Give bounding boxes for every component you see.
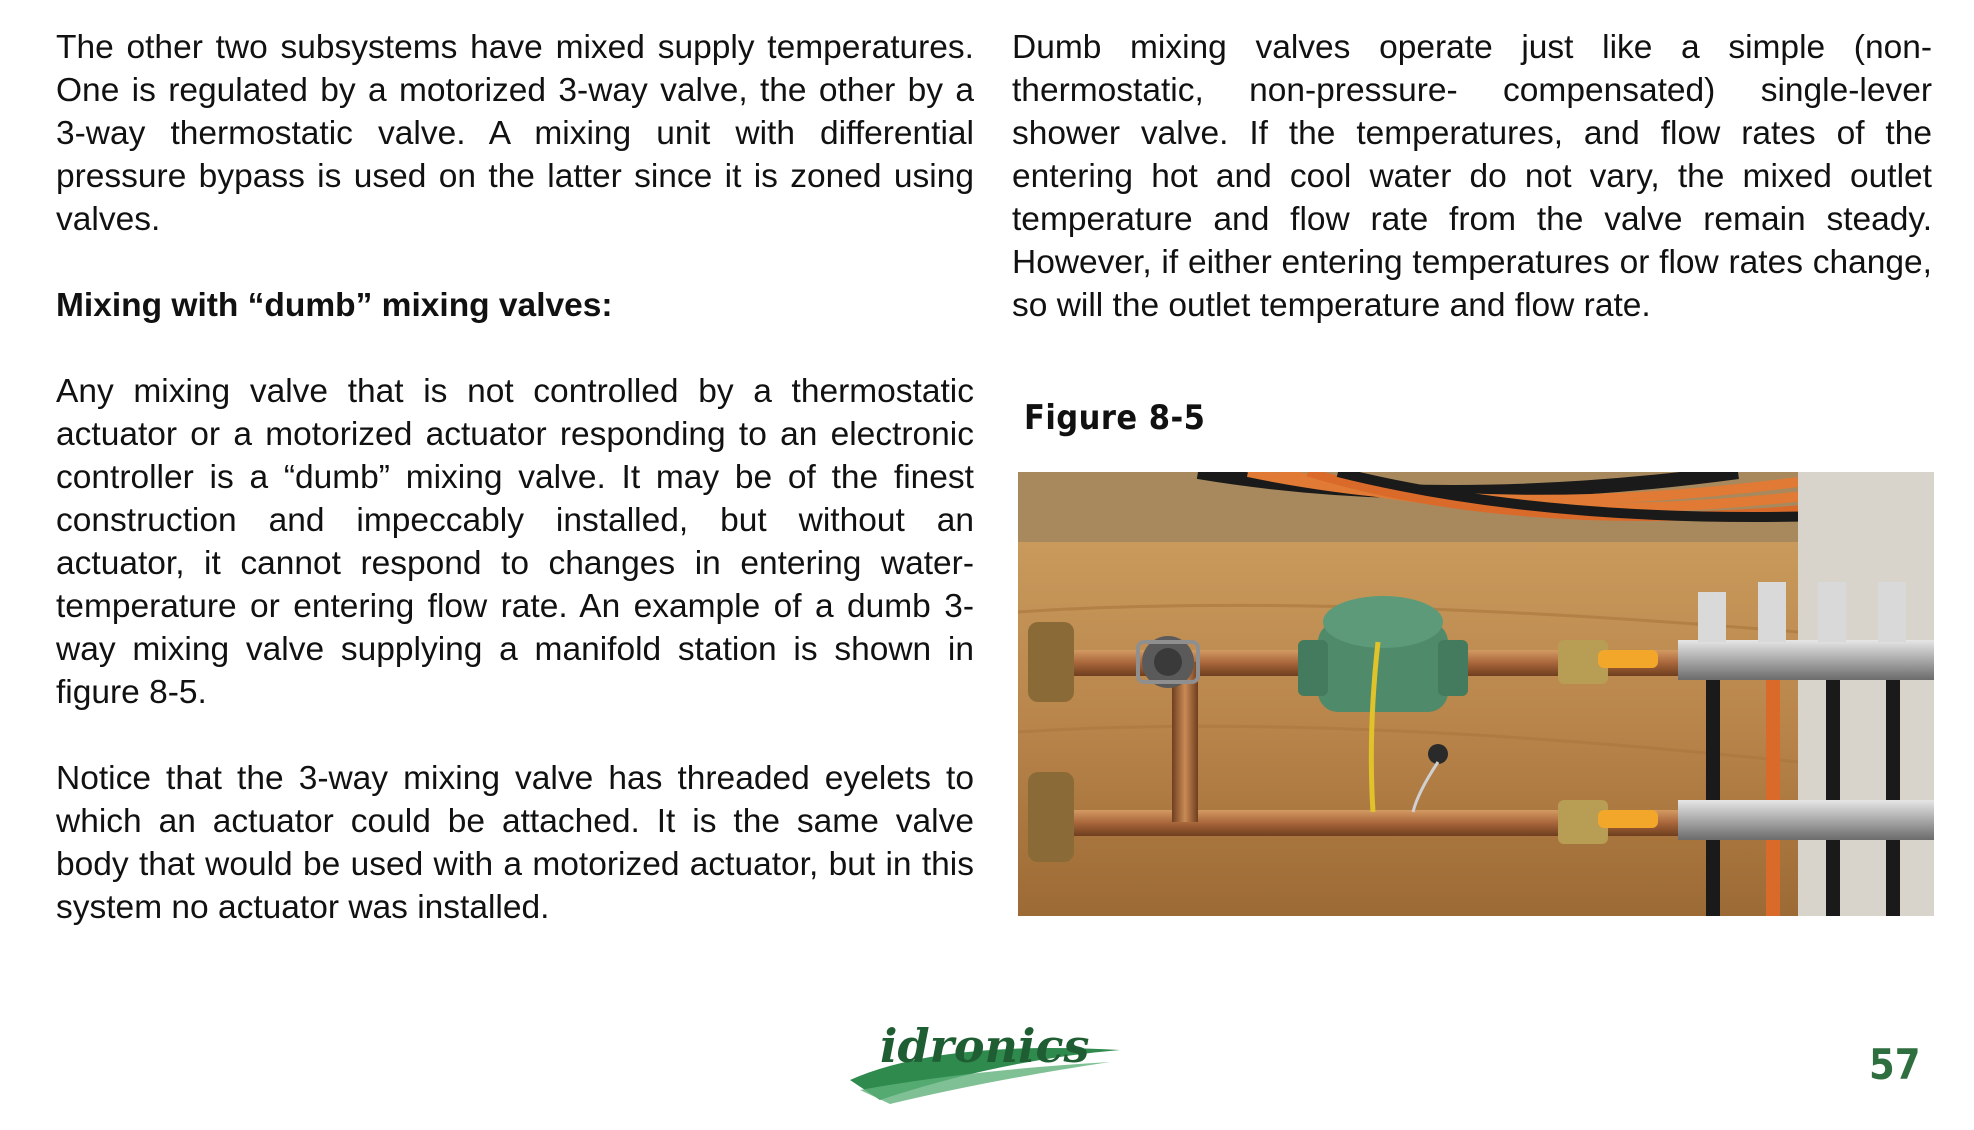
body-paragraph: Dumb mixing valves operate just like a simple (non-thermostatic, non-pressure- compensated) single-lever shower valve. If the temperatures, and flow rates of the entering hot and cool water do not vary, the mixed outlet temperature and flow rate from the valve remain steady. However, if either entering temperatures or flow rates change, so will the outlet temperature and flow rate. [1012,29,1932,324]
idronics-logo-icon [820,1000,1140,1110]
body-paragraph: Notice that the 3-way mixing valve has threaded eyelets to which an actuator could be attached. It is the same valve body that would be used with a motorized actuator, but in this system no actuator was installed. [56,760,974,926]
section-heading: Mixing with “dumb” mixing valves: [56,287,613,324]
left-column [56,26,974,929]
body-paragraph: Any mixing valve that is not controlled by a thermostatic actuator or a motorized actuator responding to an electronic controller is a “dumb” mixing valve. It may be of the finest construction and impeccably installed, but without an actuator, it cannot respond to changes in entering water-temperature or entering flow rate. An example of a dumb 3-way mixing valve supplying a manifold station is shown in figure 8-5. [56,373,974,711]
right-column [1012,26,1932,327]
logo-text: idronics [880,1019,1090,1073]
figure-caption: Figure 8-5 [1024,398,1206,438]
page-number: 57 [1868,1040,1920,1089]
figure-photo [1018,472,1934,916]
photo-of-mixing-valve-and-manifold-icon [1018,472,1934,916]
idronics-logo [820,1000,1140,1110]
body-paragraph: The other two subsystems have mixed supply temperatures. One is regulated by a motorized 3-way valve, the other by a 3-way thermostatic valve. A mixing unit with differential pressure bypass is used on the latter since it is zoned using valves. [56,29,974,238]
